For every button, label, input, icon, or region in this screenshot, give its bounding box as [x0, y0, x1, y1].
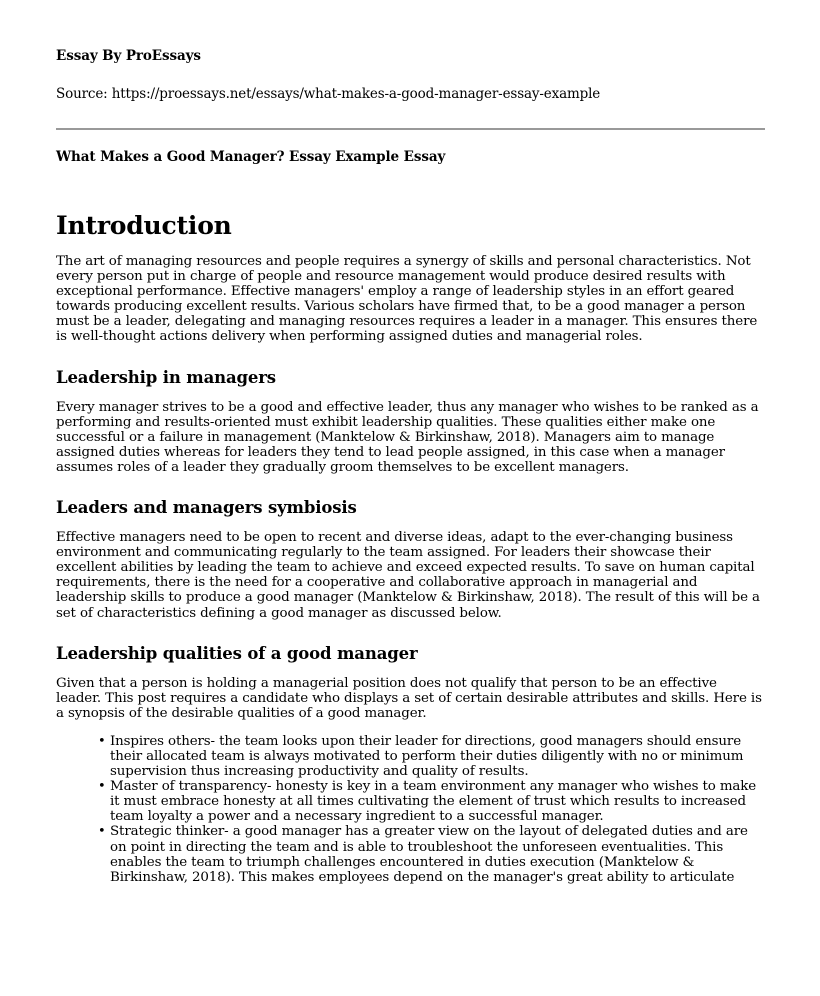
essay-title: What Makes a Good Manager? Essay Example Essay [56, 149, 446, 165]
section-paragraph-leaders-and-managers-symbiosis: Effective managers need to be open to recent and diverse ideas, adapt to the ever-changing business environment and communicating regularly to the team assigned. For leaders their showcase their excellent abilities by leading the team to achieve and exceed expected results. To save on human capital requirements, there is the need for a cooperative and collaborative approach in managerial and leadership skills to produce a good manager (Manktelow & Birkinshaw, 2018). The result of this will be a set of characteristics defining a good manager as discussed below. [56, 530, 760, 621]
qualities-list [56, 734, 765, 885]
section-paragraph-leadership-qualities: Given that a person is holding a managerial position does not qualify that person to be an effective leader. This post requires a candidate who displays a set of certain desirable attributes and skills. Here is a synopsis of the desirable qualities of a good manager. [56, 675, 762, 721]
header-divider [56, 128, 765, 130]
list-item: • Strategic thinker- a good manager has a greater view on the layout of delegated duties and are on point in directing the team and is able to troubleshoot the unforeseen eventualities. This enables the team to triumph challenges encountered in duties execution (Manktelow & Birkinshaw, 2018). This makes employees depend on the manager's great ability to articulate [98, 824, 765, 884]
list-item: • Inspires others- the team looks upon their leader for directions, good managers should ensure their allocated team is always motivated to perform their duties diligently with no or minimum supervision thus increasing productivity and quality of results. [98, 734, 765, 779]
page-title: Introduction [56, 211, 232, 240]
site-name: Essay By ProEssays [56, 48, 201, 64]
section-heading-leaders-and-managers-symbiosis: Leaders and managers symbiosis [56, 498, 357, 518]
section-heading-leadership-in-managers: Leadership in managers [56, 367, 276, 387]
source-url-line: Source: https://proessays.net/essays/what-makes-a-good-manager-essay-example [56, 86, 601, 102]
section-paragraph-leadership-in-managers: Every manager strives to be a good and effective leader, thus any manager who wishes to be ranked as a performing and results-oriented must exhibit leadership qualities. These qualities either make one successful or a failure in management (Manktelow & Birkinshaw, 2018). Managers aim to manage assigned duties whereas for leaders they tend to lead people assigned, in this case when a manager assumes roles of a leader they gradually groom themselves to be excellent managers. [56, 399, 759, 475]
section-heading-leadership-qualities: Leadership qualities of a good manager [56, 643, 418, 663]
list-item: • Master of transparency- honesty is key in a team environment any manager who wishes to make it must embrace honesty at all times cultivating the element of trust which results to increased team loyalty a power and a necessary ingredient to a successful manager. [98, 779, 765, 824]
intro-paragraph: The art of managing resources and people requires a synergy of skills and personal characteristics. Not every person put in charge of people and resource management would produce desired results with exceptional performance. Effective managers' employ a range of leadership styles in an effort geared towards producing excellent results. Various scholars have firmed that, to be a good manager a person must be a leader, delegating and managing resources requires a leader in a manager. This ensures there is well-thought actions delivery when performing assigned duties and managerial roles. [56, 254, 758, 345]
